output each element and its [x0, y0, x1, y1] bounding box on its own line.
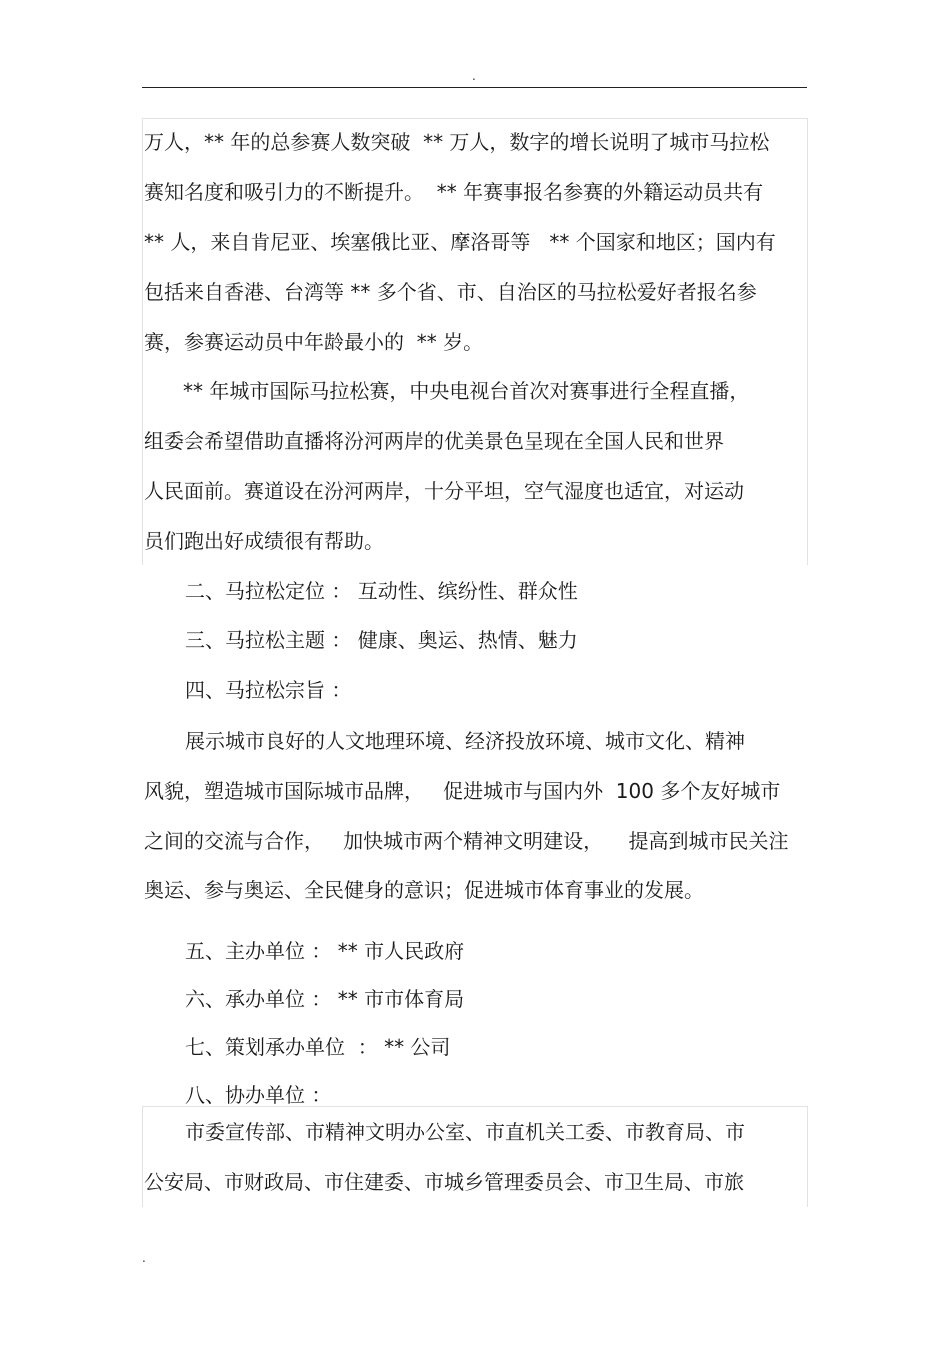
paragraph-line: 市委宣传部、市精神文明办公室、市直机关工委、市教育局、市: [185, 1120, 745, 1144]
paragraph-line: 展示城市良好的人文地理环境、经济投放环境、城市文化、精神: [185, 729, 745, 753]
paragraph-line: 组委会希望借助直播将汾河两岸的优美景色呈现在全国人民和世界: [144, 429, 724, 453]
paragraph-line: 员们跑出好成绩很有帮助。: [144, 529, 384, 553]
paragraph-line: 万人，** 年的总参赛人数突破 ** 万人，数字的增长说明了城市马拉松: [144, 130, 770, 154]
section-heading: 四、马拉松宗旨 ：: [185, 678, 352, 702]
paragraph-line: 公安局、市财政局、市住建委、市城乡管理委员会、市卫生局、市旅: [144, 1170, 744, 1194]
section-heading: 六、承办单位 ： ** 市市体育局: [185, 987, 465, 1011]
paragraph-line: 之间的交流与合作， 加快城市两个精神文明建设， 提高到城市民关注: [144, 829, 789, 853]
section-heading: 八、协办单位 ：: [185, 1083, 332, 1107]
paragraph-line: 风貌，塑造城市国际城市品牌， 促进城市与国内外 100 多个友好城市: [144, 779, 781, 803]
section-heading: 五、主办单位 ： ** 市人民政府: [185, 939, 465, 963]
section-heading: 三、马拉松主题 ： 健康、奥运、热情、魅力: [185, 628, 578, 652]
paragraph-line: 包括来自香港、台湾等 ** 多个省、市、自治区的马拉松爱好者报名参: [144, 280, 757, 304]
paragraph-line: 赛，参赛运动员中年龄最小的 ** 岁。: [144, 330, 484, 354]
paragraph-line: 人民面前。赛道设在汾河两岸，十分平坦，空气湿度也适宜，对运动: [144, 479, 744, 503]
header-mark: .: [472, 69, 476, 83]
paragraph-line: 赛知名度和吸引力的不断提升。 ** 年赛事报名参赛的外籍运动员共有: [144, 180, 764, 204]
paragraph-line: ** 年城市国际马拉松赛，中央电视台首次对赛事进行全程直播，: [183, 379, 750, 403]
paragraph-line: 奥运、参与奥运、全民健身的意识；促进城市体育事业的发展。: [144, 878, 704, 902]
section-heading: 七、策划承办单位 ： ** 公司: [185, 1035, 451, 1059]
footer-mark: .: [142, 1251, 146, 1265]
header-rule: [142, 87, 807, 88]
section-heading: 二、马拉松定位 ： 互动性、缤纷性、群众性: [185, 579, 578, 603]
paragraph-line: ** 人，来自肯尼亚、埃塞俄比亚、摩洛哥等 ** 个国家和地区；国内有: [144, 230, 776, 254]
